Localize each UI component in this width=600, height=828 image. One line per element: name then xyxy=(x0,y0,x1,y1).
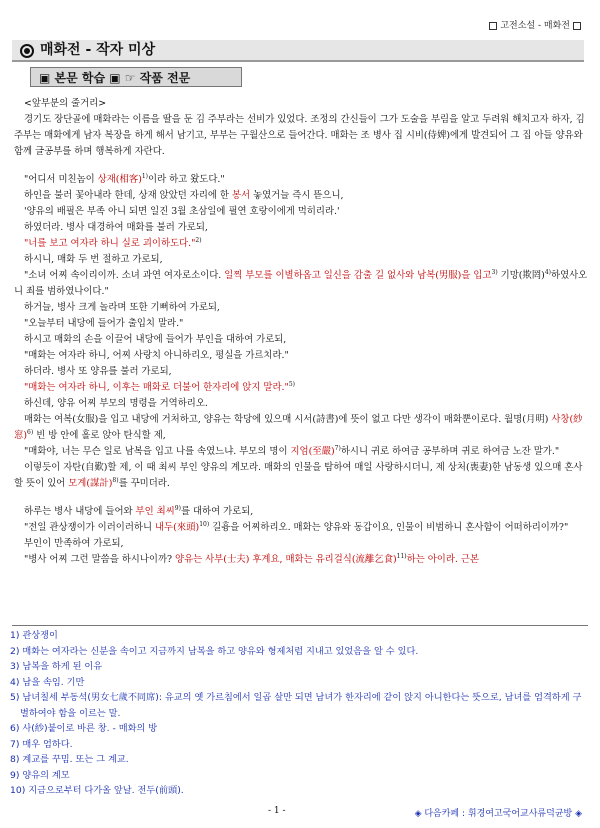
paragraph: 하거늘, 병사 크게 놀라며 또한 기뻐하여 가로되, xyxy=(24,302,220,313)
footnote: 3) 남복을 하게 된 이유 xyxy=(10,661,103,672)
paragraph: "오늘부터 내당에 들어가 출입치 말라." xyxy=(24,318,184,329)
summary-label: <앞부분의 줄거리> xyxy=(24,98,107,109)
square-icon: ▣ ☞ xyxy=(105,71,140,85)
paragraph: "매화야, 너는 무슨 일로 남복을 입고 나를 속였느냐. 부모의 명이 지엄(至嚴)$^{7)}$하시니 귀로 하여금 공부하며 귀로 하여금 노잔 말가." xyxy=(24,444,560,457)
square-icon: ▣ xyxy=(39,71,55,85)
footnote: 7) 매우 엄하다. xyxy=(10,738,73,750)
paragraph: "너를 보고 여자라 하니 실로 괴이하도다."$^{2)}$ xyxy=(24,236,202,249)
title-bar xyxy=(12,40,584,62)
paragraph: '양유의 배필은 부족 아니 되면 일진 3월 초삼일에 필연 호랑이에게 먹히리라.' xyxy=(24,206,340,217)
footnote: 8) 계교를 꾸밈. 또는 그 계교. xyxy=(10,754,129,765)
footnote: 10) 지금으로부터 다가올 앞날. 전두(前頭). xyxy=(10,785,184,796)
paragraph: "매화는 여자라 하니, 이후는 매화로 더불어 한자리에 앉지 말라."$^{5)}$ xyxy=(24,380,296,393)
paragraph: "병사 어찌 그런 말씀을 하시나이까? 양유는 사부(士夫) 후계요, 매화는 유리걸식(流離乞食)$^{11)}$하는 아이라. 근본 xyxy=(24,552,479,565)
page-title: 매화전 - 작자 미상 xyxy=(40,42,156,58)
square-bullet-icon xyxy=(573,22,581,30)
cafe-link[interactable]: ◈ 다음카페 : 휘경여고국어교사류덕균방 ◈ xyxy=(414,809,582,819)
paragraph: 하인을 불러 꽃아내라 한데, 상재 앉았던 자리에 한 봉서 놓였거늘 즉시 뜯으니, xyxy=(24,190,344,201)
paragraph: "소녀 어찌 속이리이까. 소녀 과연 여자로소이다. 일찍 부모를 이별하옵고 일신을 감출 길 없사와 남복(男服)을 입고$^{3)}$ 기망(欺罔)$^{4)}$하였사오니 죄를 범하였나이다." xyxy=(14,268,588,297)
summary-paragraph: 경기도 장단골에 매화라는 이름을 딸을 둔 김 주부라는 선비가 있었다. 조정의 간신들이 그가 도술을 부림을 알고 두려워 해치고자 하자, 김 주부는 매화에게 남자 복장을 하게 해서 남기고, 부부는 구월산으로 들어간다. 매화는 조 병사 집 시비(侍婢)에게 발견되어 그 집 아들 양유와 함께 글공부를 하며 행복하게 자란다. xyxy=(14,114,585,157)
footnote: 5) 남녀칠세 부동석(男女七歲不同席): 유교의 옛 가르침에서 일곱 살만 되면 남녀가 한자리에 같이 앉지 아니한다는 뜻으로, 남녀를 엄격하게 구별하여야 함을 이르는 말. xyxy=(10,692,582,719)
header-right-text: 매화전 xyxy=(543,21,570,31)
circle-bullet-icon xyxy=(20,44,34,58)
paragraph: 하신데, 양유 어찌 부모의 명령을 거역하리오. xyxy=(24,398,208,409)
paragraph: 하더라. 병사 또 양유를 불러 가로되, xyxy=(24,366,172,377)
footnote: 1) 관상쟁이 xyxy=(10,630,58,641)
section-label: 본문 학습 xyxy=(54,71,106,85)
footnote: 4) 남을 속임. 기만 xyxy=(10,676,85,688)
section-sub: 작품 전문 xyxy=(139,71,191,85)
square-bullet-icon xyxy=(489,22,497,30)
page-number: - 1 - xyxy=(268,806,286,816)
footnote: 9) 양유의 계모 xyxy=(10,769,70,781)
paragraph: 부인이 만족하여 가로되, xyxy=(24,538,124,549)
page-header: 고전소설 - 매화전 xyxy=(486,18,584,31)
paragraph: 매화는 여복(女服)을 입고 내당에 거처하고, 양유는 학당에 있으매 시서(詩書)에 뜻이 없고 다만 생각이 매화뿐이로다. 월명(月明) 사창(紗窓)$^{6)}$ 빈 방 안에 홀로 앉아 탄식할 제, xyxy=(14,414,583,441)
main-text xyxy=(14,96,588,568)
paragraph: 하였더라. 병사 대경하여 매화를 불러 가로되, xyxy=(24,222,208,233)
paragraph: "어디서 미친놈이 상재(相客)$^{1)}$이라 하고 왔도다." xyxy=(24,172,225,185)
footnote: 2) 매화는 여자라는 신분을 속이고 지금까지 남복을 하고 양유와 형제처럼 지내고 있었음을 알 수 있다. xyxy=(10,645,419,657)
paragraph: 하루는 병사 내당에 들어와 부인 최씨$^{9)}$를 대하여 가로되, xyxy=(24,504,254,517)
paragraph: "전일 관상쟁이가 이러이러하니 내두(來頭)$^{10)}$ 길흉을 어찌하리오. 매화는 양유와 동갑이요, 인물이 비범하니 혼사함이 어떠하리이까?" xyxy=(24,520,569,533)
footnote: 6) 사(紗)붙이로 바른 창. - 매화의 방 xyxy=(10,723,158,734)
footnote-divider xyxy=(12,625,588,626)
paragraph: 이렇듯이 자탄(自歎)할 제, 이 때 최씨 부인 양유의 계모라. 매화의 인물을 탐하여 매일 사랑하시더니, 제 상처(喪妻)한 남동생 있으매 혼사할 뜻이 있어 모계(謀計)$^{8)}$를 꾸미더라. xyxy=(14,462,583,489)
paragraph: "매화는 여자라 하니, 어찌 사랑치 아니하리오, 평실을 가르치라." xyxy=(24,350,289,361)
header-left-text: 고전소설 xyxy=(500,21,536,31)
footnotes xyxy=(10,628,586,799)
paragraph: 하시고 매화의 손을 이끌어 내당에 들어가 부인을 대하여 가로되, xyxy=(24,334,287,345)
paragraph: 하시니, 매화 두 번 절하고 가로되, xyxy=(24,254,163,265)
section-bar xyxy=(30,67,242,87)
